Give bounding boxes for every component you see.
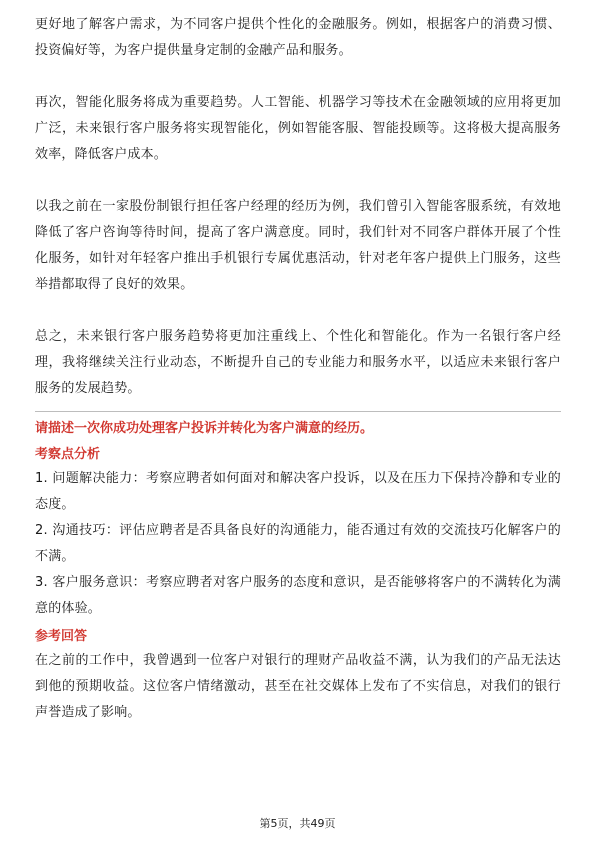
section-divider — [35, 411, 561, 412]
document-page — [35, 12, 561, 726]
page-number-footer: 第5页，共49页 — [259, 817, 336, 830]
paragraph-conclusion: 总之，未来银行客户服务趋势将更加注重线上、个性化和智能化。作为一名银行客户经理，我将继续关注行业动态，不断提升自己的专业能力和服务水平，以适应未来银行客户服务的发展趋势。 — [35, 329, 561, 396]
analysis-item: 3. 客户服务意识：考察应聘者对客户服务的态度和意识，是否能够将客户的不满转化为满意的体验。 — [35, 575, 561, 616]
answer-heading: 参考回答 — [35, 629, 88, 644]
analysis-heading: 考察点分析 — [35, 447, 101, 462]
analysis-item: 2. 沟通技巧：评估应聘者是否具备良好的沟通能力，能否通过有效的交流技巧化解客户的不满。 — [35, 523, 561, 564]
paragraph-experience-example: 以我之前在一家股份制银行担任客户经理的经历为例，我们曾引入智能客服系统，有效地降低了客户咨询等待时间，提高了客户满意度。同时，我们针对不同客户群体开展了个性化服务，如针对年轻客户推出手机银行专属优惠活动，针对老年客户提供上门服务，这些举措都取得了良好的效果。 — [35, 199, 561, 292]
paragraph-gap — [35, 298, 561, 324]
paragraph-intelligent-service: 再次，智能化服务将成为重要趋势。人工智能、机器学习等技术在金融领域的应用将更加广泛，未来银行客户服务将实现智能化，例如智能客服、智能投顾等。这将极大提高服务效率，降低客户成本。 — [35, 95, 561, 162]
analysis-item: 1. 问题解决能力：考察应聘者如何面对和解决客户投诉，以及在压力下保持冷静和专业的态度。 — [35, 471, 561, 512]
paragraph-intro-continued: 更好地了解客户需求，为不同客户提供个性化的金融服务。例如，根据客户的消费习惯、投资偏好等，为客户提供量身定制的金融产品和服务。 — [35, 17, 561, 58]
paragraph-gap — [35, 168, 561, 194]
paragraph-gap — [35, 64, 561, 90]
answer-paragraph: 在之前的工作中，我曾遇到一位客户对银行的理财产品收益不满，认为我们的产品无法达到他的预期收益。这位客户情绪激动，甚至在社交媒体上发布了不实信息，对我们的银行声誉造成了影响。 — [35, 653, 561, 720]
interview-question: 请描述一次你成功处理客户投诉并转化为客户满意的经历。 — [35, 421, 374, 436]
